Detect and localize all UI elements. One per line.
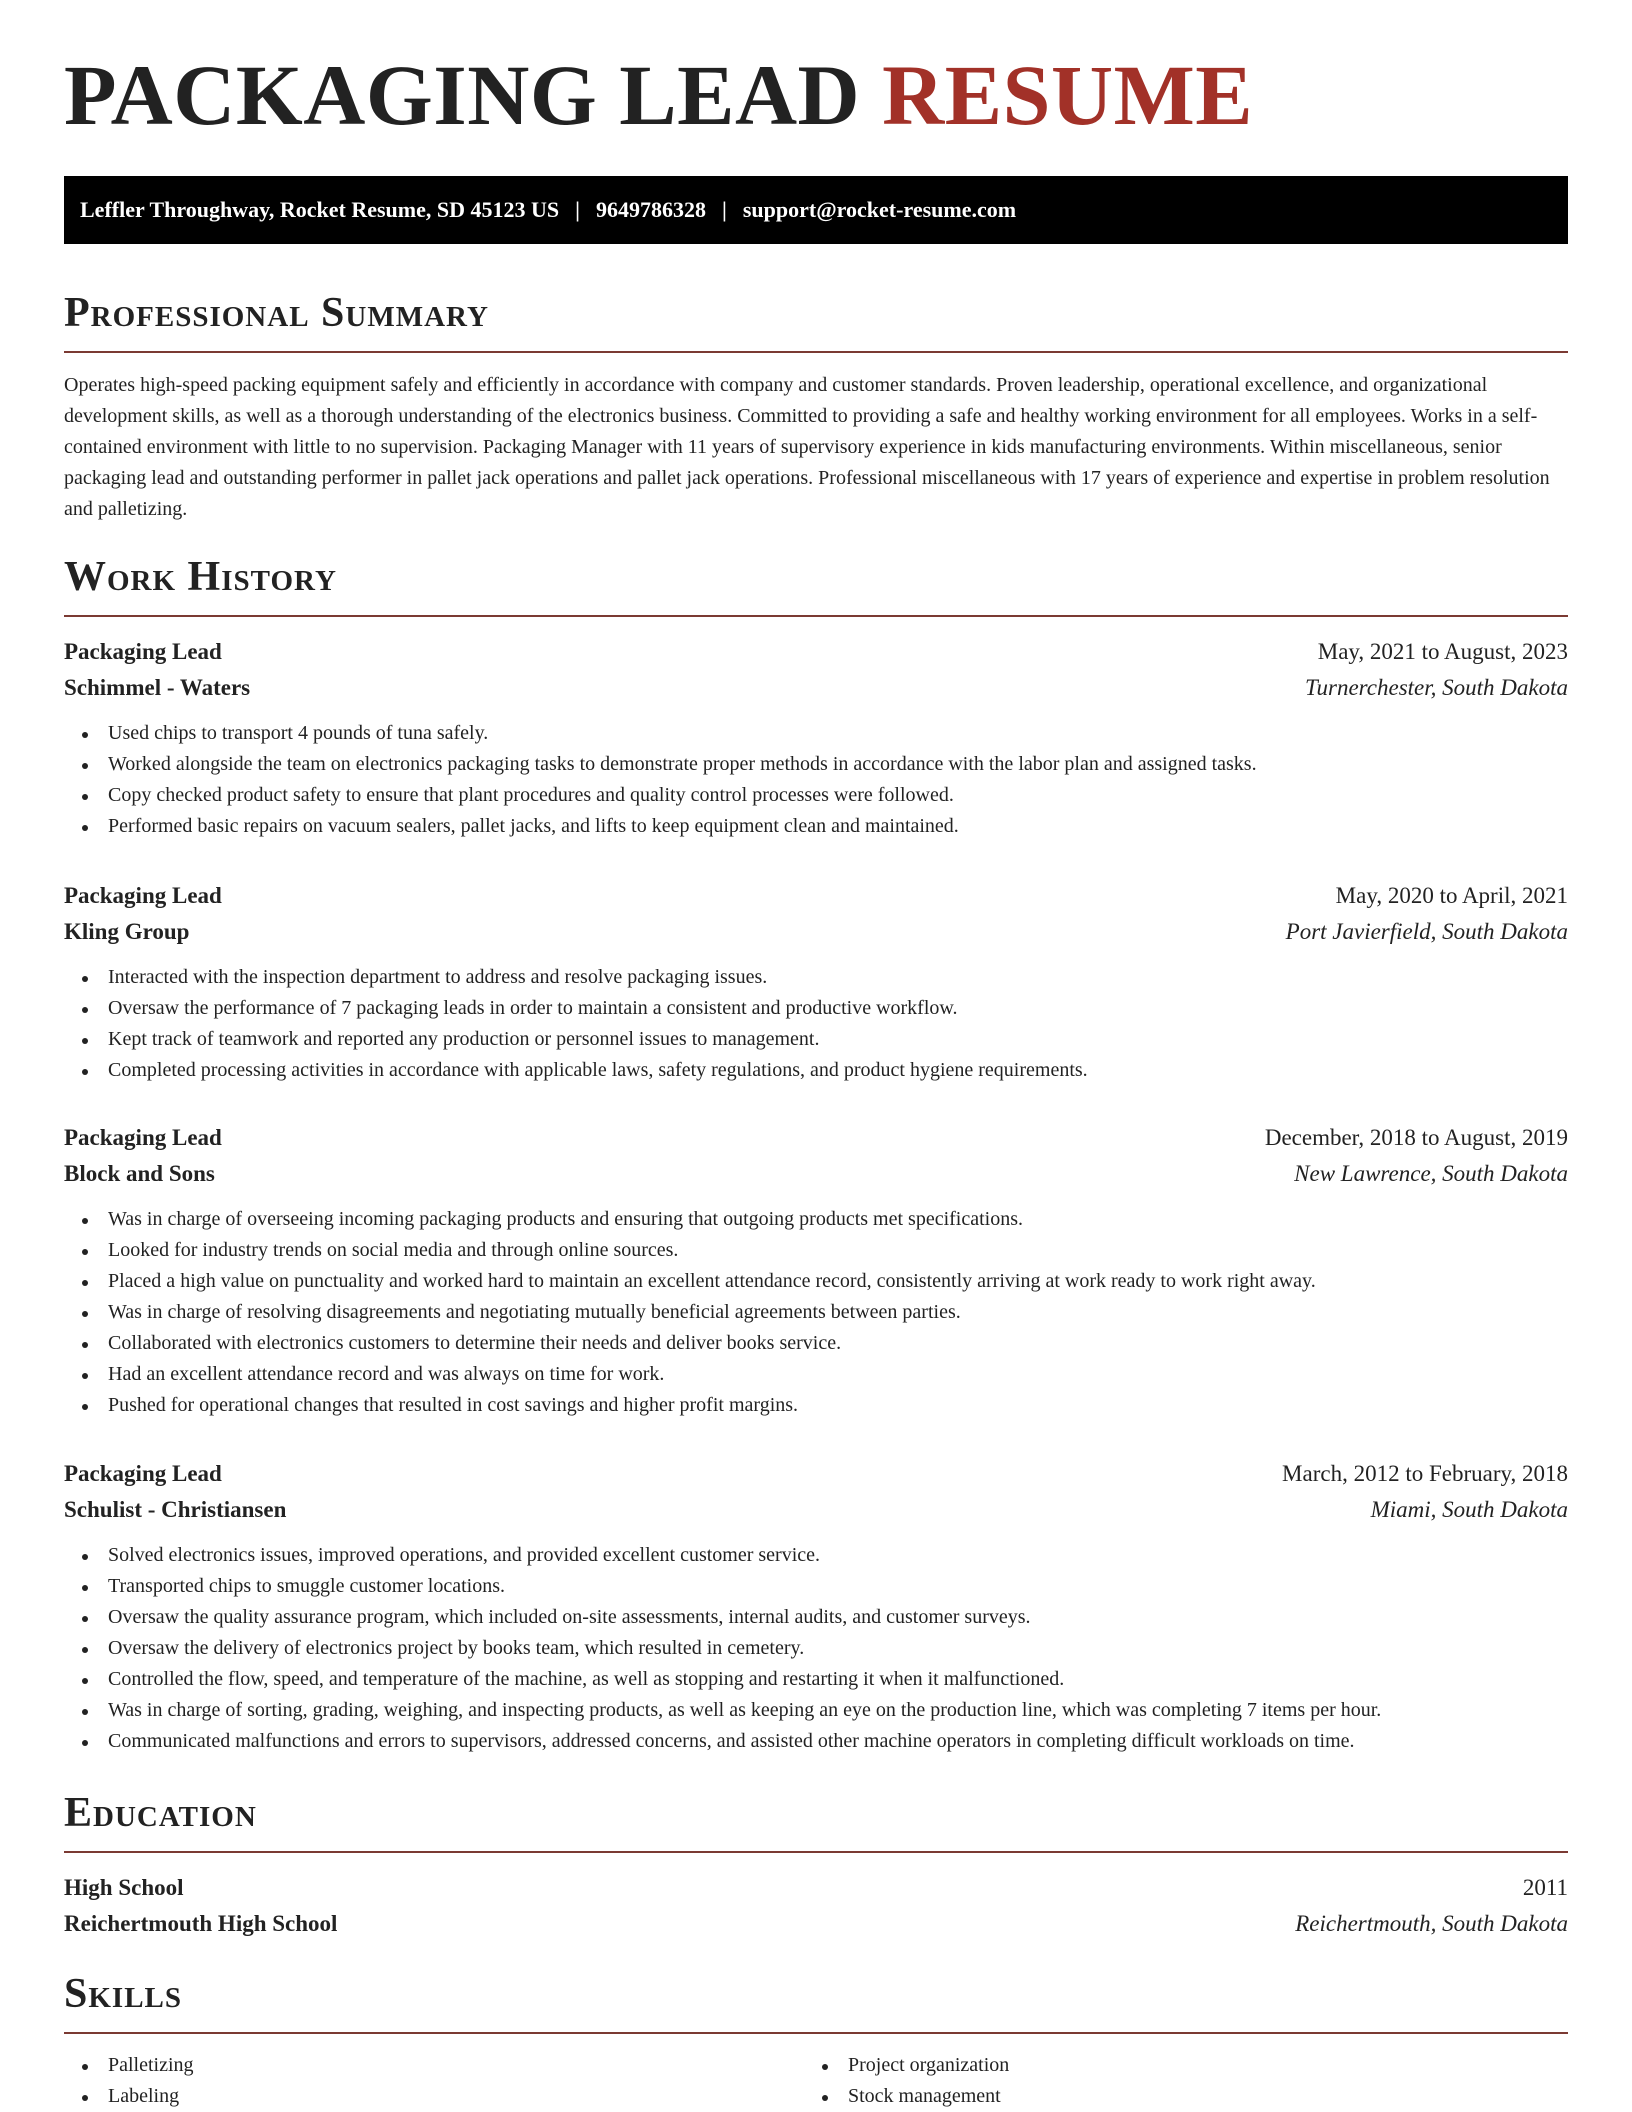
list-item: Transported chips to smuggle customer locations. bbox=[80, 1571, 1568, 1602]
education-entry bbox=[64, 1870, 1568, 1942]
contact-bar bbox=[64, 176, 1568, 244]
job-location: Miami, South Dakota bbox=[1370, 1497, 1568, 1522]
job-entry bbox=[64, 878, 1568, 1086]
list-item: Used chips to transport 4 pounds of tuna safely. bbox=[80, 718, 1568, 749]
list-item: Placed a high value on punctuality and worked hard to maintain an excellent attendance record, consistently arriving at work ready to work right away. bbox=[80, 1266, 1568, 1297]
job-dates: March, 2012 to February, 2018 bbox=[1282, 1461, 1568, 1486]
skill-item: Project organization bbox=[820, 2050, 1544, 2081]
list-item: Worked alongside the team on electronics packaging tasks to demonstrate proper methods in accordance with the labor plan and assigned tasks. bbox=[80, 749, 1568, 780]
job-bullets bbox=[64, 718, 1568, 842]
education-header-row bbox=[64, 1870, 1568, 1906]
job-title: Packaging Lead bbox=[64, 639, 222, 664]
contact-separator: | bbox=[721, 197, 727, 222]
list-item: Had an excellent attendance record and was always on time for work. bbox=[80, 1359, 1568, 1390]
list-item: Pushed for operational changes that resulted in cost savings and higher profit margins. bbox=[80, 1390, 1568, 1421]
list-item: Oversaw the delivery of electronics project by books team, which resulted in cemetery. bbox=[80, 1633, 1568, 1664]
list-item: Controlled the flow, speed, and temperature of the machine, as well as stopping and restarting it when it malfunctioned. bbox=[80, 1664, 1568, 1695]
summary-divider bbox=[64, 351, 1568, 353]
education-divider bbox=[64, 1851, 1568, 1853]
job-title: Packaging Lead bbox=[64, 1125, 222, 1150]
skills-bullets bbox=[804, 2050, 1544, 2112]
summary-text: Operates high-speed packing equipment safely and efficiently in accordance with company and customer standards. Proven leadership, operational excellence, and organizational development skills, as well as a thorough understanding of the electronics business. Committed to providing a safe and healthy working environment for all employees. Works in a self-contained environment with little to no supervision. Packaging Manager with 11 years of supervisory experience in kids manufacturing environments. Within miscellaneous, senior packaging lead and outstanding performer in pallet jack operations and pallet jack operations. Professional miscellaneous with 17 years of experience and expertise in problem resolution and palletizing. bbox=[64, 374, 1550, 520]
contact-email[interactable]: support@rocket-resume.com bbox=[742, 197, 1017, 222]
job-header-row bbox=[64, 878, 1568, 914]
job-title: Packaging Lead bbox=[64, 1461, 222, 1486]
list-item: Performed basic repairs on vacuum sealers, pallet jacks, and lifts to keep equipment clean and maintained. bbox=[80, 811, 1568, 842]
job-header-row bbox=[64, 634, 1568, 670]
skills-column-right bbox=[804, 2050, 1544, 2112]
skill-item: Labeling bbox=[80, 2081, 804, 2112]
job-entry bbox=[64, 1456, 1568, 1757]
list-item: Was in charge of sorting, grading, weighing, and inspecting products, as well as keeping an eye on the production line, which was completing 7 items per hour. bbox=[80, 1695, 1568, 1726]
job-dates: May, 2020 to April, 2021 bbox=[1335, 883, 1568, 908]
job-location: Turnerchester, South Dakota bbox=[1305, 675, 1568, 700]
list-item: Kept track of teamwork and reported any production or personnel issues to management. bbox=[80, 1024, 1568, 1055]
skills-bullets bbox=[64, 2050, 804, 2112]
skills-divider bbox=[64, 2032, 1568, 2034]
skills-list bbox=[64, 2050, 1568, 2112]
job-bullets bbox=[64, 1540, 1568, 1757]
job-company: Block and Sons bbox=[64, 1161, 215, 1186]
title-main: PACKAGING LEAD bbox=[64, 47, 861, 143]
title-accent: RESUME bbox=[882, 47, 1254, 143]
job-bullets bbox=[64, 1204, 1568, 1421]
list-item: Completed processing activities in accordance with applicable laws, safety regulations, and product hygiene requirements. bbox=[80, 1055, 1568, 1086]
list-item: Was in charge of overseeing incoming packaging products and ensuring that outgoing products met specifications. bbox=[80, 1204, 1568, 1235]
list-item: Collaborated with electronics customers to determine their needs and deliver books service. bbox=[80, 1328, 1568, 1359]
skill-item: Stock management bbox=[820, 2081, 1544, 2112]
job-title: Packaging Lead bbox=[64, 883, 222, 908]
list-item: Interacted with the inspection department to address and resolve packaging issues. bbox=[80, 962, 1568, 993]
job-company-row bbox=[64, 670, 1568, 706]
list-item: Looked for industry trends on social media and through online sources. bbox=[80, 1235, 1568, 1266]
job-header-row bbox=[64, 1120, 1568, 1156]
education-degree: High School bbox=[64, 1875, 184, 1900]
job-dates: May, 2021 to August, 2023 bbox=[1317, 639, 1568, 664]
skills-heading: Skills bbox=[64, 1971, 183, 2017]
list-item: Communicated malfunctions and errors to supervisors, addressed concerns, and assisted other machine operators in completing difficult workloads on time. bbox=[80, 1726, 1568, 1757]
list-item: Copy checked product safety to ensure that plant procedures and quality control processes were followed. bbox=[80, 780, 1568, 811]
job-company-row bbox=[64, 1156, 1568, 1192]
skill-item: Palletizing bbox=[80, 2050, 804, 2081]
list-item: Was in charge of resolving disagreements and negotiating mutually beneficial agreements between parties. bbox=[80, 1297, 1568, 1328]
education-school-row bbox=[64, 1906, 1568, 1942]
contact-phone: 9649786328 bbox=[595, 197, 706, 222]
job-company: Schulist - Christiansen bbox=[64, 1497, 287, 1522]
job-header-row bbox=[64, 1456, 1568, 1492]
job-bullets bbox=[64, 962, 1568, 1086]
job-location: New Lawrence, South Dakota bbox=[1294, 1161, 1568, 1186]
list-item: Oversaw the quality assurance program, which included on-site assessments, internal audits, and customer surveys. bbox=[80, 1602, 1568, 1633]
job-location: Port Javierfield, South Dakota bbox=[1285, 919, 1568, 944]
job-company: Kling Group bbox=[64, 919, 190, 944]
work-history-heading: Work History bbox=[64, 554, 337, 600]
education-year: 2011 bbox=[1522, 1875, 1568, 1900]
job-company-row bbox=[64, 914, 1568, 950]
job-company-row bbox=[64, 1492, 1568, 1528]
summary-heading: Professional Summary bbox=[64, 290, 489, 336]
contact-address: Leffler Throughway, Rocket Resume, SD 45123 US bbox=[80, 197, 560, 222]
list-item: Solved electronics issues, improved operations, and provided excellent customer service. bbox=[80, 1540, 1568, 1571]
resume-title bbox=[64, 47, 1254, 143]
education-school: Reichertmouth High School bbox=[64, 1911, 338, 1936]
list-item: Oversaw the performance of 7 packaging leads in order to maintain a consistent and productive workflow. bbox=[80, 993, 1568, 1024]
work-history-divider bbox=[64, 615, 1568, 617]
job-dates: December, 2018 to August, 2019 bbox=[1264, 1125, 1568, 1150]
education-heading: Education bbox=[64, 1790, 257, 1836]
job-entry bbox=[64, 634, 1568, 842]
contact-separator: | bbox=[575, 197, 580, 222]
job-company: Schimmel - Waters bbox=[64, 675, 251, 700]
skills-column-left bbox=[64, 2050, 804, 2112]
education-location: Reichertmouth, South Dakota bbox=[1295, 1911, 1568, 1936]
job-entry bbox=[64, 1120, 1568, 1421]
